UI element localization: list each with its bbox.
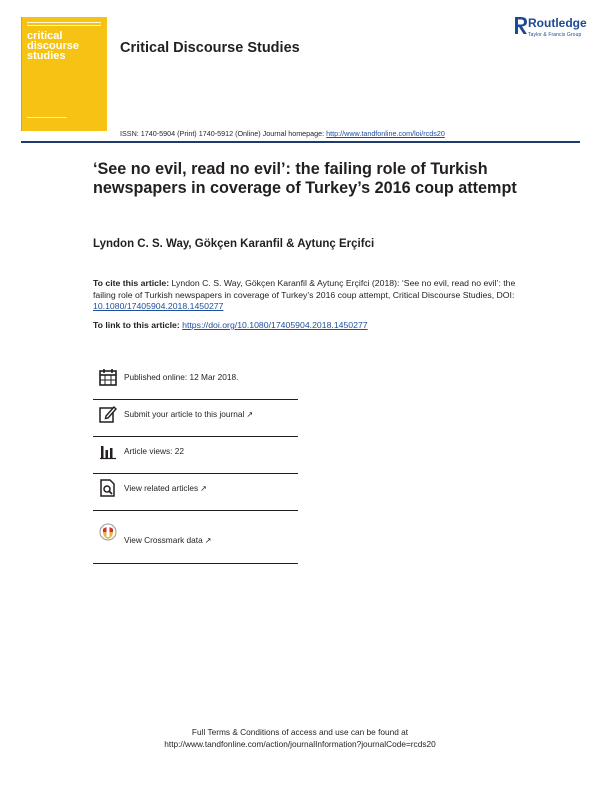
cover-title xyxy=(27,31,103,61)
journal-homepage-link[interactable]: http://www.tandfonline.com/loi/rcds20 xyxy=(326,129,445,138)
related-articles-icon xyxy=(99,479,117,497)
submit-article-label: Submit your article to this journal xyxy=(124,409,245,419)
publisher-name: Routledge xyxy=(528,16,587,30)
article-views-row xyxy=(93,437,298,474)
publisher-subtitle: Taylor & Francis Group xyxy=(528,32,582,38)
issn-line xyxy=(120,129,445,138)
crossmark-label: View Crossmark data xyxy=(124,535,203,545)
crossmark-link[interactable] xyxy=(124,535,211,545)
citation-label: To cite this article: xyxy=(93,278,170,288)
citation xyxy=(93,278,533,313)
footer xyxy=(0,726,600,750)
cover-title-line: discourse xyxy=(27,40,79,52)
submit-article-link[interactable] xyxy=(124,409,253,419)
article-views-text: Article views: 22 xyxy=(124,446,184,456)
pencil-submit-icon xyxy=(99,405,117,423)
cover-title-line: critical xyxy=(27,30,63,42)
related-articles-row[interactable] xyxy=(93,474,298,511)
calendar-icon xyxy=(99,368,117,386)
journal-name: Critical Discourse Studies xyxy=(120,40,300,56)
article-url-link[interactable]: https://doi.org/10.1080/17405904.2018.1450277 xyxy=(182,320,368,330)
bar-chart-icon xyxy=(99,442,117,460)
related-articles-link[interactable] xyxy=(124,483,207,493)
external-link-icon: ↗ xyxy=(204,536,212,545)
crossmark-icon xyxy=(99,523,117,541)
external-link-icon: ↗ xyxy=(200,484,207,493)
published-online-row xyxy=(93,363,298,400)
related-articles-label: View related articles xyxy=(124,483,199,493)
cover-decoration xyxy=(27,22,101,26)
footer-terms-text: Full Terms & Conditions of access and use can be found at xyxy=(191,727,409,737)
doi-link[interactable]: 10.1080/17405904.2018.1450277 xyxy=(93,301,224,312)
published-online-text: Published online: 12 Mar 2018. xyxy=(124,372,239,382)
row-divider xyxy=(93,563,298,564)
header-divider xyxy=(21,141,580,143)
article-title: ‘See no evil, read no evil’: the failing role of Turkish newspapers in coverage of Turkey’s 2016 coup attempt xyxy=(93,160,517,197)
crossmark-row[interactable] xyxy=(93,511,298,564)
link-label: To link to this article: xyxy=(93,320,183,330)
cover-title-line: studies xyxy=(27,50,66,62)
citation-text: Lyndon C. S. Way, Gökçen Karanfil & Aytunç Erçifci (2018): ‘See no evil, read no evil’: the failing role of Turkish newspapers in coverage of Turkey’s 2016 coup attempt, Critical Discourse Studies, DOI: xyxy=(93,278,516,300)
article-link xyxy=(93,320,368,330)
issn-text: ISSN: 1740-5904 (Print) 1740-5912 (Online) Journal homepage: xyxy=(120,129,327,138)
external-link-icon: ↗ xyxy=(246,410,254,419)
footer-terms-url[interactable]: http://www.tandfonline.com/action/journalInformation?journalCode=rcds20 xyxy=(164,739,436,749)
submit-article-row[interactable] xyxy=(93,400,298,437)
cover-decoration xyxy=(27,117,67,124)
article-authors: Lyndon C. S. Way, Gökçen Karanfil & Aytunç Erçifci xyxy=(93,238,375,250)
